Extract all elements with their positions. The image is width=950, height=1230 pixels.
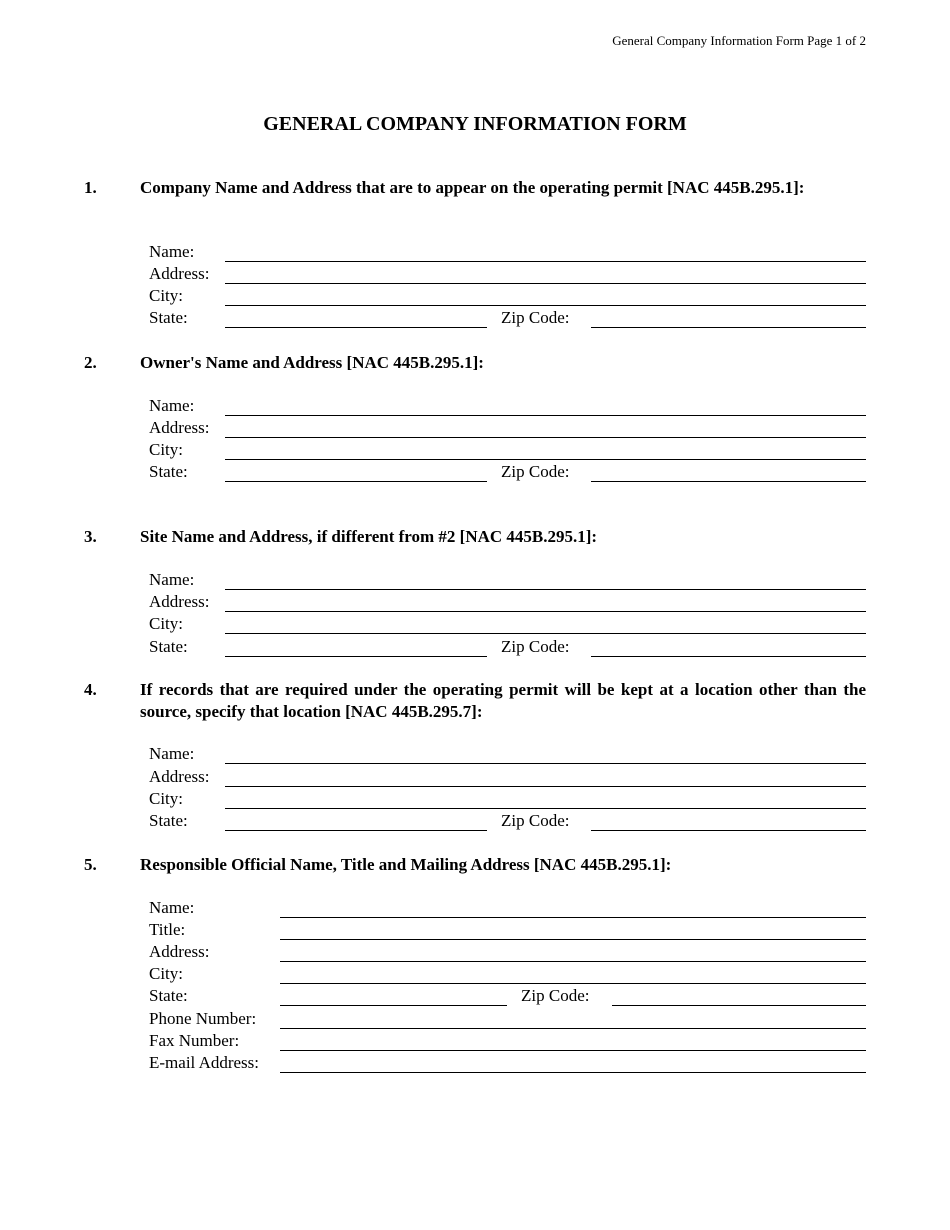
- address-field[interactable]: [225, 611, 866, 612]
- name-field[interactable]: [225, 763, 866, 764]
- zip-field[interactable]: [612, 1005, 866, 1006]
- section-number: 3.: [84, 527, 97, 546]
- city-field[interactable]: [280, 983, 866, 984]
- state-label: State:: [149, 637, 188, 656]
- state-field[interactable]: [225, 830, 487, 831]
- zip-label: Zip Code:: [501, 637, 570, 656]
- page-title: GENERAL COMPANY INFORMATION FORM: [263, 113, 687, 135]
- zip-field[interactable]: [591, 481, 866, 482]
- name-label: Name:: [149, 744, 195, 763]
- address-label: Address:: [149, 592, 210, 611]
- state-field[interactable]: [225, 481, 487, 482]
- name-label: Name:: [149, 396, 195, 415]
- email-label: E-mail Address:: [149, 1053, 260, 1072]
- city-label: City:: [149, 614, 184, 633]
- section-heading: Company Name and Address that are to appear on the operating permit [NAC 445B.295.1]:: [140, 178, 805, 197]
- address-field[interactable]: [280, 961, 866, 962]
- address-label: Address:: [149, 418, 210, 437]
- city-field[interactable]: [225, 808, 866, 809]
- state-label: State:: [149, 986, 188, 1005]
- zip-label: Zip Code:: [521, 986, 590, 1005]
- name-field[interactable]: [225, 415, 866, 416]
- page-header: General Company Information Form Page 1 of 2: [612, 33, 866, 48]
- section-heading: Responsible Official Name, Title and Mailing Address [NAC 445B.295.1]:: [140, 855, 672, 874]
- section-heading: Site Name and Address, if different from #2 [NAC 445B.295.1]:: [140, 527, 598, 546]
- section-heading: Owner's Name and Address [NAC 445B.295.1]:: [140, 353, 484, 372]
- city-label: City:: [149, 964, 184, 983]
- zip-field[interactable]: [591, 830, 866, 831]
- name-label: Name:: [149, 570, 195, 589]
- name-label: Name:: [149, 242, 195, 261]
- section-heading: If records that are required under the operating permit will be kept at a location other than the source, specify that location [NAC 445B.295.7]:: [140, 680, 866, 721]
- state-label: State:: [149, 308, 188, 327]
- fax-label: Fax Number:: [149, 1031, 240, 1050]
- phone-field[interactable]: [280, 1028, 866, 1029]
- city-field[interactable]: [225, 459, 866, 460]
- city-field[interactable]: [225, 633, 866, 634]
- address-field[interactable]: [225, 283, 866, 284]
- address-field[interactable]: [225, 786, 866, 787]
- fax-field[interactable]: [280, 1050, 866, 1051]
- state-field[interactable]: [280, 1005, 507, 1006]
- email-field[interactable]: [280, 1072, 866, 1073]
- address-label: Address:: [149, 767, 210, 786]
- city-label: City:: [149, 789, 184, 808]
- section-number: 5.: [84, 855, 97, 874]
- zip-field[interactable]: [591, 327, 866, 328]
- state-field[interactable]: [225, 656, 487, 657]
- address-field[interactable]: [225, 437, 866, 438]
- title-label: Title:: [149, 920, 186, 939]
- address-label: Address:: [149, 264, 210, 283]
- state-label: State:: [149, 811, 188, 830]
- name-field[interactable]: [280, 917, 866, 918]
- section-number: 1.: [84, 178, 97, 197]
- state-label: State:: [149, 462, 188, 481]
- zip-label: Zip Code:: [501, 811, 570, 830]
- name-field[interactable]: [225, 261, 866, 262]
- section-number: 4.: [84, 680, 97, 699]
- city-field[interactable]: [225, 305, 866, 306]
- zip-label: Zip Code:: [501, 308, 570, 327]
- city-label: City:: [149, 440, 184, 459]
- address-label: Address:: [149, 942, 210, 961]
- title-field[interactable]: [280, 939, 866, 940]
- zip-label: Zip Code:: [501, 462, 570, 481]
- state-field[interactable]: [225, 327, 487, 328]
- section-number: 2.: [84, 353, 97, 372]
- phone-label: Phone Number:: [149, 1009, 257, 1028]
- name-label: Name:: [149, 898, 195, 917]
- name-field[interactable]: [225, 589, 866, 590]
- zip-field[interactable]: [591, 656, 866, 657]
- city-label: City:: [149, 286, 184, 305]
